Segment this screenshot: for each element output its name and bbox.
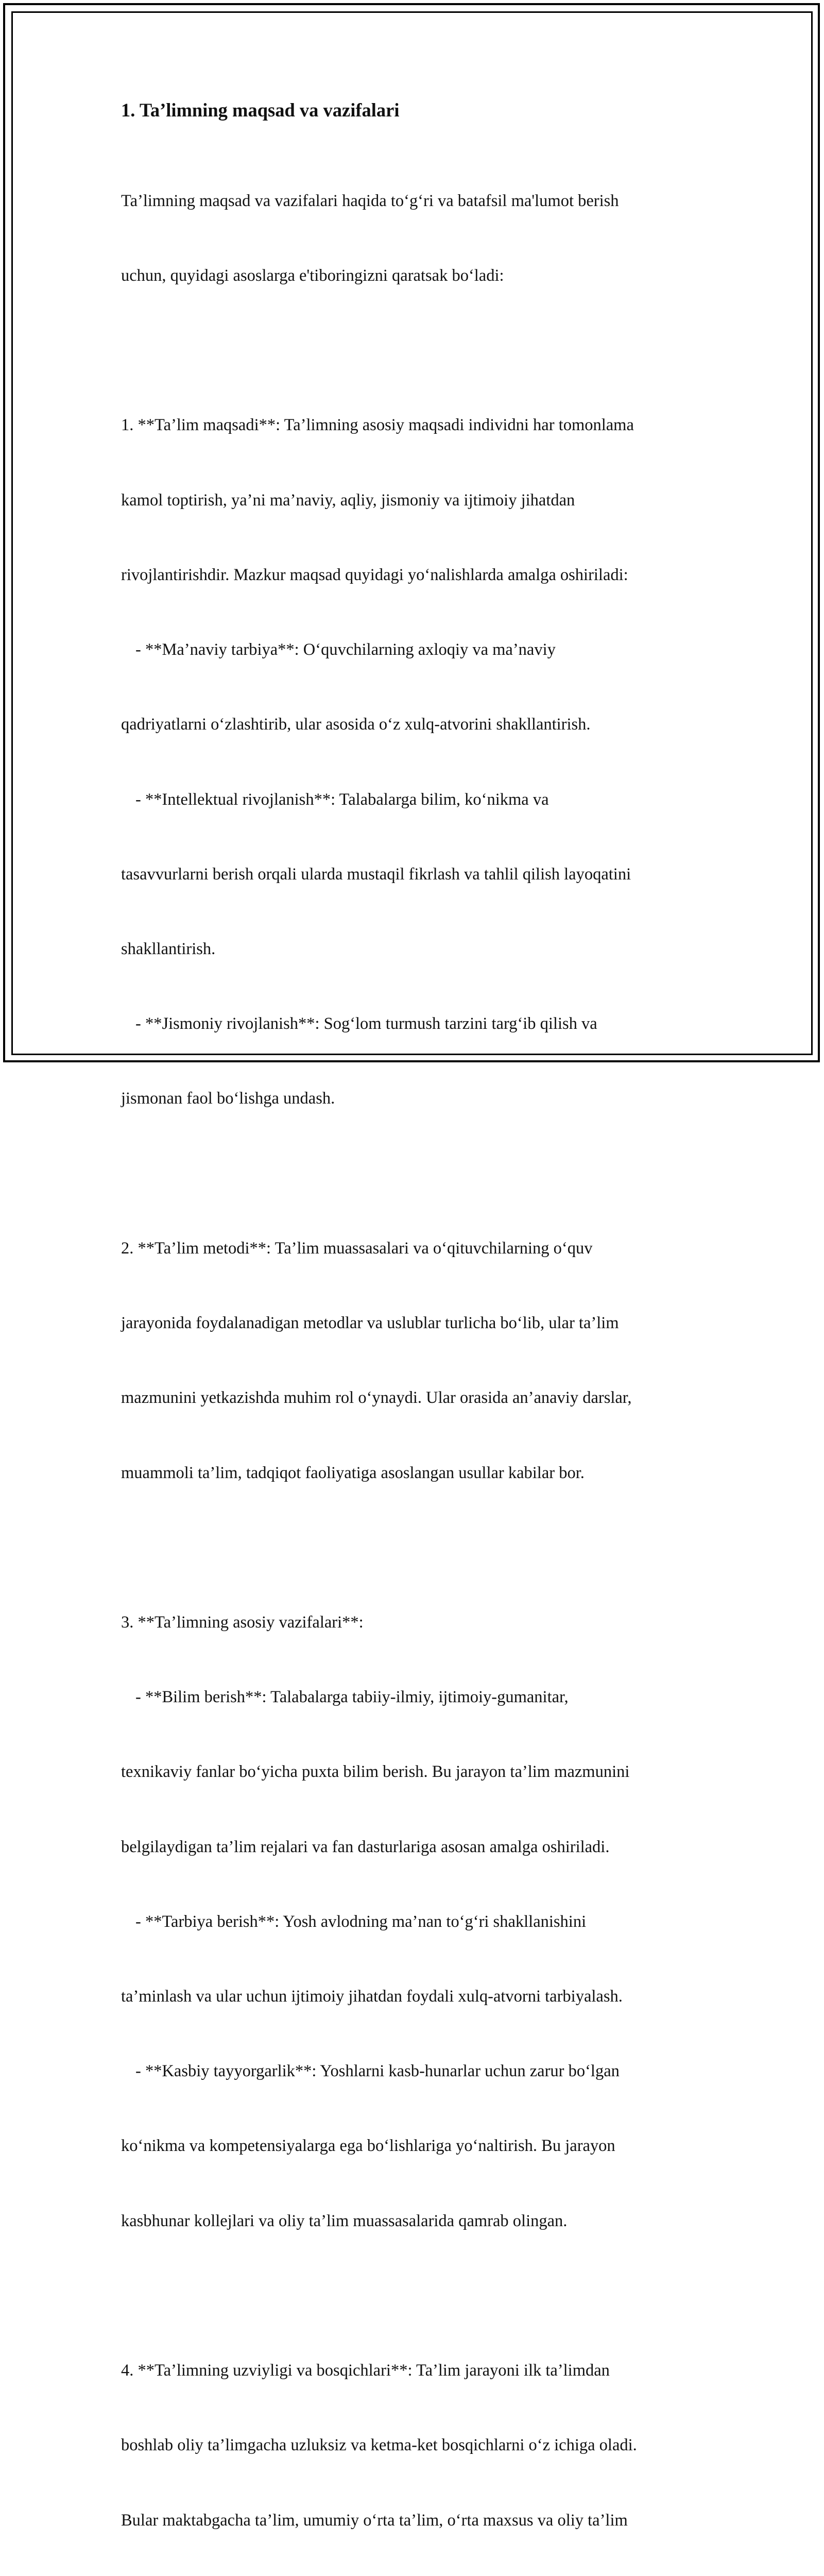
blank-line: [121, 338, 718, 363]
text-line: ta’minlash va ular uchun ijtimoiy jihatdan foydali xulq-atvorni tarbiyalash.: [121, 1987, 623, 2006]
text-line: texnikaviy fanlar bo‘yicha puxta bilim berish. Bu jarayon ta’lim mazmunini: [121, 1762, 630, 1782]
text-line: Ta’limning maqsad va vazifalari haqida to‘g‘ri va batafsil ma'lumot berish: [121, 191, 619, 210]
document-title: 1. Ta’limning maqsad va vazifalari: [121, 99, 400, 121]
text-line: kasbhunar kollejlari va oliy ta’lim muassasalarida qamrab olingan.: [121, 2211, 568, 2230]
document-text: [121, 139, 718, 2576]
text-line: boshlab oliy ta’limgacha uzluksiz va ketma-ket bosqichlarni o‘z ichiga oladi.: [121, 2436, 637, 2455]
blank-line: [121, 1161, 718, 1186]
bullet-line: - **Jismoniy rivojlanish**: Sog‘lom turmush tarzini targ‘ib qilish va: [135, 1014, 597, 1033]
text-line: belgilaydigan ta’lim rejalari va fan dasturlariga asosan amalga oshiriladi.: [121, 1837, 610, 1856]
text-line: rivojlantirishdir. Mazkur maqsad quyidagi yo‘nalishlarda amalga oshiriladi:: [121, 565, 628, 584]
text-line: mazmunini yetkazishda muhim rol o‘ynaydi. Ular orasida an’anaviy darslar,: [121, 1388, 632, 1408]
text-line: 4. **Ta’limning uzviyligi va bosqichlari**: Ta’lim jarayoni ilk ta’limdan: [121, 2361, 610, 2380]
text-line: ko‘nikma va kompetensiyalarga ega bo‘lishlariga yo‘naltirish. Bu jarayon: [121, 2137, 615, 2156]
bullet-line: - **Bilim berish**: Talabalarga tabiiy-ilmiy, ijtimoiy-gumanitar,: [135, 1688, 569, 1707]
blank-line: [121, 1535, 718, 1560]
text-line: 3. **Ta’limning asosiy vazifalari**:: [121, 1613, 364, 1632]
bullet-line: - **Kasbiy tayyorgarlik**: Yoshlarni kasb-hunarlar uchun zarur bo‘lgan: [135, 2062, 620, 2081]
bullet-line: - **Tarbiya berish**: Yosh avlodning ma’nan to‘g‘ri shakllanishini: [135, 1912, 587, 1931]
document-body: [121, 95, 718, 2576]
text-line: uchun, quyidagi asoslarga e'tiboringizni qaratsak bo‘ladi:: [121, 266, 504, 285]
text-line: kamol toptirish, ya’ni ma’naviy, aqliy, jismoniy va ijtimoiy jihatdan: [121, 490, 575, 510]
bullet-line: - **Ma’naviy tarbiya**: O‘quvchilarning axloqiy va ma’naviy: [135, 640, 556, 659]
blank-line: [121, 2283, 718, 2308]
bullet-line: - **Intellektual rivojlanish**: Talabalarga bilim, ko‘nikma va: [135, 790, 549, 809]
text-line: jismonan faol bo‘lishga undash.: [121, 1089, 335, 1108]
text-line: 2. **Ta’lim metodi**: Ta’lim muassasalari va o‘qituvchilarning o‘quv: [121, 1239, 593, 1258]
text-line: qadriyatlarni o‘zlashtirib, ular asosida o‘z xulq-atvorini shakllantirish.: [121, 715, 591, 734]
text-line: shakllantirish.: [121, 939, 216, 958]
text-line: Bular maktabgacha ta’lim, umumiy o‘rta ta’lim, o‘rta maxsus va oliy ta’lim: [121, 2511, 628, 2530]
text-line: 1. **Ta’lim maqsadi**: Ta’limning asosiy maqsadi individni har tomonlama: [121, 416, 634, 435]
text-line: jarayonida foydalanadigan metodlar va uslublar turlicha bo‘lib, ular ta’lim: [121, 1314, 619, 1333]
text-line: muammoli ta’lim, tadqiqot faoliyatiga asoslangan usullar kabilar bor.: [121, 1463, 585, 1482]
text-line: tasavvurlarni berish orqali ularda mustaqil fikrlash va tahlil qilish layoqatini: [121, 865, 631, 884]
